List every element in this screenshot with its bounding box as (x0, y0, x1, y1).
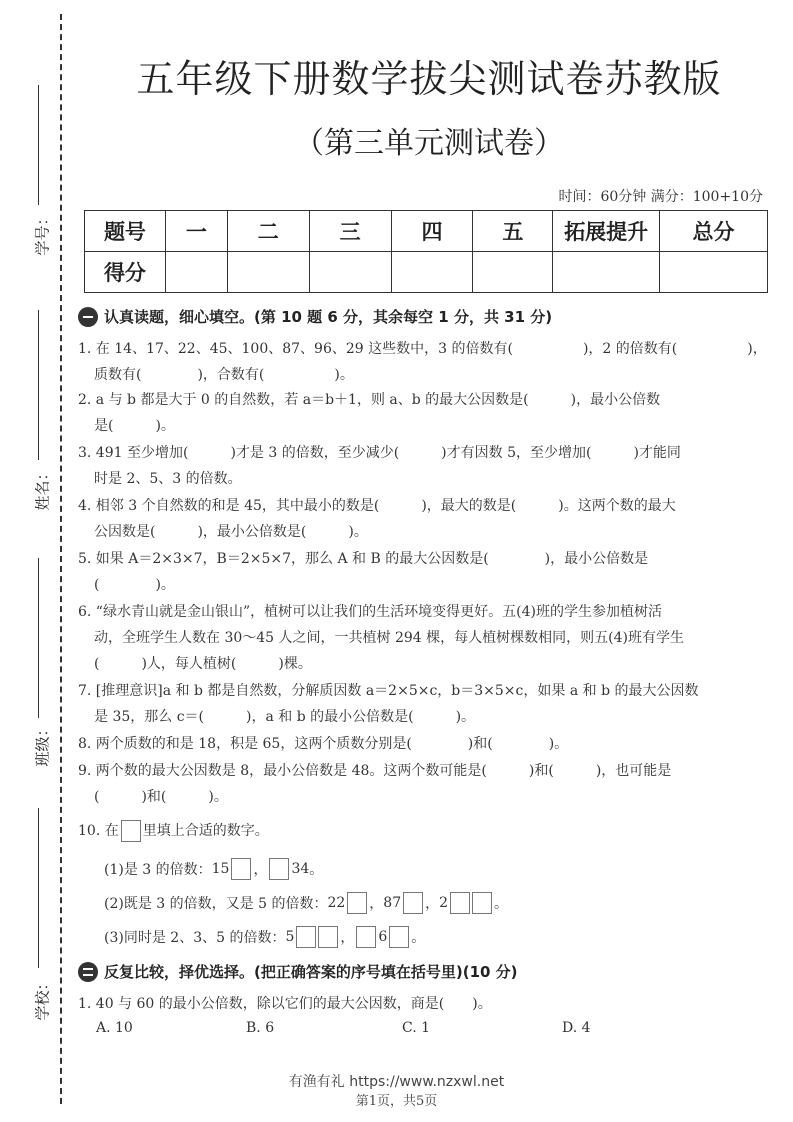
side-field-school (14, 808, 54, 1021)
question-6 (78, 599, 768, 677)
section-2-question-1-text: 1. 40 与 60 的最小公倍数，除以它们的最大公因数，商是( )。 (78, 996, 492, 1012)
question-2-line-1: 2. a 与 b 都是大于 0 的自然数，若 a＝b＋1，则 a、b 的最大公因数是( )，最小公倍数 (78, 392, 661, 408)
name-label: 姓名： (33, 465, 52, 511)
question-9-line-2: ( )和( )。 (94, 789, 228, 805)
student-id-blank[interactable] (38, 85, 39, 205)
question-4-line-2: 公因数是( )，最小公倍数是( )。 (94, 524, 368, 540)
answer-box[interactable] (231, 858, 251, 880)
section-2-number-icon (78, 962, 98, 982)
question-9 (78, 758, 768, 810)
header-question-number: 题号 (85, 211, 166, 252)
name-blank[interactable] (38, 310, 39, 460)
question-9-line-1: 9. 两个数的最大公因数是 8，最小公倍数是 48。这两个数可能是( )和( )，也可能是 (78, 763, 672, 779)
option-d[interactable]: D. 4 (562, 1020, 591, 1036)
section-1-heading (78, 306, 552, 327)
question-2 (78, 387, 768, 439)
question-3-line-1: 3. 491 至少增加( )才是 3 的倍数，至少减少( )才有因数 5，至少增加( )才能同 (78, 445, 681, 461)
question-2-line-2: 是( )。 (94, 418, 175, 434)
side-field-class (14, 558, 54, 767)
section-2-title: 反复比较，择优选择。(把正确答案的序号填在括号里)(10 分) (104, 963, 518, 981)
question-5-line-1: 5. 如果 A＝2×3×7，B＝2×5×7，那么 A 和 B 的最大公因数是( )，最小公倍数是 (78, 551, 649, 567)
part-1-number-b: 34 (291, 861, 310, 877)
time-score-info: 时间：60分钟 满分：100+10分 (558, 189, 763, 205)
option-c[interactable]: C. 1 (402, 1020, 431, 1036)
section-2-heading (78, 961, 518, 982)
answer-box[interactable] (347, 892, 367, 914)
question-10-prefix: 10. 在 (78, 823, 119, 839)
part-2-label: (2)既是 3 的倍数，又是 5 的倍数： (104, 896, 328, 912)
part-3-number-b: 6 (378, 929, 388, 945)
answer-box[interactable] (356, 926, 376, 948)
page-number: 第1页，共5页 (355, 1094, 438, 1109)
part-2-number-b: 87 (383, 895, 402, 911)
score-cell-4[interactable] (391, 252, 473, 293)
question-4-line-1: 4. 相邻 3 个自然数的和是 45，其中最小的数是( )，最大的数是( )。这两个数的最大 (78, 498, 676, 514)
option-b[interactable]: B. 6 (246, 1020, 275, 1036)
question-6-line-3: ( )人，每人植树( )棵。 (94, 656, 312, 672)
score-table-score-row (85, 252, 768, 293)
separator: ， (253, 862, 268, 878)
score-cell-total[interactable] (660, 252, 768, 293)
answer-box-example (121, 820, 141, 842)
watermark-text: 有渔有礼 https://www.nzxwl.net (288, 1074, 505, 1090)
header-part-1: 一 (165, 211, 227, 252)
question-10 (78, 818, 768, 844)
question-8 (78, 731, 768, 757)
question-10-part-2 (104, 892, 508, 914)
separator: ， (340, 930, 355, 946)
answer-box[interactable] (450, 892, 470, 914)
answer-box[interactable] (389, 926, 409, 948)
score-cell-1[interactable] (165, 252, 227, 293)
question-1 (78, 336, 768, 388)
page-subtitle: （第三单元测试卷） (294, 126, 564, 161)
score-cell-3[interactable] (309, 252, 391, 293)
binding-dashed-line (60, 14, 62, 1104)
separator: ， (425, 896, 440, 912)
part-3-number-a: 5 (285, 929, 295, 945)
question-6-line-2: 动，全班学生人数在 30～45 人之间，一共植树 294 棵，每人植树棵数相同，则五(4)班有学生 (94, 630, 684, 646)
class-blank[interactable] (38, 558, 39, 718)
header-part-3: 三 (309, 211, 391, 252)
header-part-4: 四 (391, 211, 473, 252)
section-2-question-1 (78, 991, 768, 1017)
question-1-line-1: 1. 在 14、17、22、45、100、87、96、29 这些数中，3 的倍数有( )，2 的倍数有( )， (78, 341, 767, 357)
answer-box[interactable] (318, 926, 338, 948)
period: 。 (411, 930, 426, 946)
score-table (84, 210, 768, 293)
part-1-label: (1)是 3 的倍数： (104, 862, 212, 878)
section-1-title: 认真读题，细心填空。(第 10 题 6 分，其余每空 1 分，共 31 分) (104, 308, 553, 326)
header-total: 总分 (660, 211, 768, 252)
question-10-part-3 (104, 926, 425, 948)
question-7-line-1: 7. [推理意识]a 和 b 都是自然数，分解质因数 a＝2×5×c，b＝3×5×c，如果 a 和 b 的最大公因数 (78, 683, 699, 699)
header-part-5: 五 (473, 211, 553, 252)
question-3-line-2: 时是 2、5、3 的倍数。 (94, 471, 242, 487)
question-8-line-1: 8. 两个质数的和是 18，积是 65，这两个质数分别是( )和( )。 (78, 736, 569, 752)
answer-box[interactable] (403, 892, 423, 914)
option-a[interactable]: A. 10 (96, 1020, 133, 1036)
period: 。 (494, 896, 509, 912)
question-7-line-2: 是 35，那么 c＝( )，a 和 b 的最小公倍数是( )。 (94, 709, 476, 725)
score-label: 得分 (85, 252, 166, 293)
school-label: 学校： (33, 975, 52, 1021)
question-6-line-1: 6. “绿水青山就是金山银山”，植树可以让我们的生活环境变得更好。五(4)班的学生参加植树活 (78, 604, 662, 620)
answer-box[interactable] (296, 926, 316, 948)
question-3 (78, 440, 768, 492)
question-5-line-2: ( )。 (94, 577, 175, 593)
question-4 (78, 493, 768, 545)
side-field-student-id (14, 85, 54, 285)
part-2-number-a: 22 (327, 895, 346, 911)
part-1-number-a: 15 (211, 861, 230, 877)
separator: ， (369, 896, 384, 912)
period: 。 (309, 862, 324, 878)
score-cell-5[interactable] (473, 252, 553, 293)
student-id-label: 学号： (33, 210, 52, 256)
page-title: 五年级下册数学拔尖测试卷苏教版 (136, 57, 722, 101)
question-7 (78, 678, 768, 730)
section-1-number-icon (78, 307, 98, 327)
score-cell-2[interactable] (227, 252, 309, 293)
answer-box[interactable] (472, 892, 492, 914)
question-10-part-1 (104, 858, 323, 880)
question-1-line-2: 质数有( )，合数有( )。 (94, 367, 354, 383)
part-3-label: (3)同时是 2、3、5 的倍数： (104, 930, 286, 946)
score-table-header-row (85, 211, 768, 252)
part-2-number-c: 2 (439, 895, 449, 911)
side-field-name (14, 310, 54, 510)
header-extension: 拓展提升 (553, 211, 660, 252)
question-10-suffix: 里填上合适的数字。 (142, 823, 269, 839)
answer-box[interactable] (269, 858, 289, 880)
school-blank[interactable] (38, 808, 39, 968)
class-label: 班级： (33, 721, 52, 767)
header-part-2: 二 (227, 211, 309, 252)
score-cell-extension[interactable] (553, 252, 660, 293)
question-5 (78, 546, 768, 598)
